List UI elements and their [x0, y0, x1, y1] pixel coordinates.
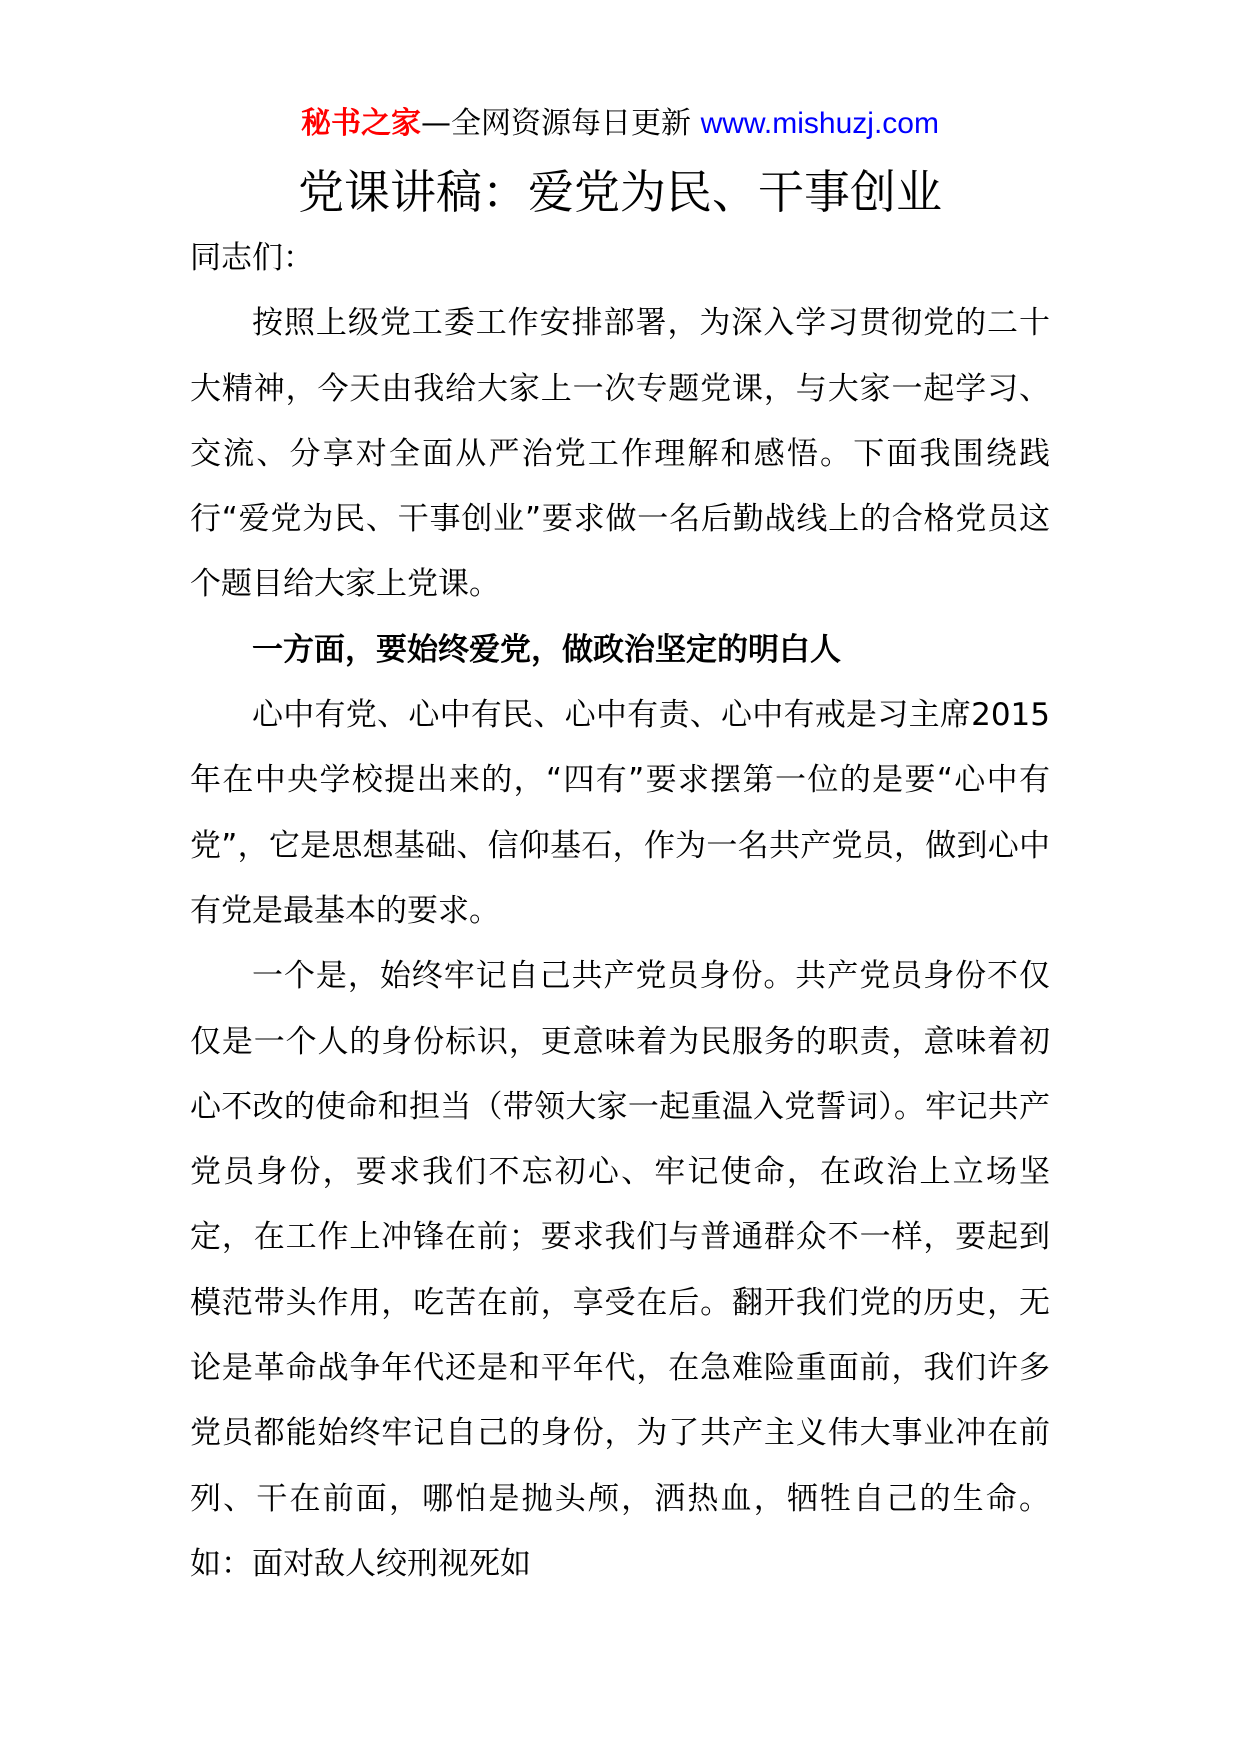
document-title: 党课讲稿：爱党为民、干事创业 [298, 165, 942, 219]
body-paragraph: 按照上级党工委工作安排部署，为深入学习贯彻党的二十大精神，今天由我给大家上一次专题党课，与大家一起学习、交流、分享对全面从严治党工作理解和感悟。下面我围绕践行“爱党为民、干事创业”要求做一名后勤战线上的合格党员这个题目给大家上党课。 [190, 305, 1050, 603]
section-heading: 一方面，要始终爱党，做政治坚定的明白人 [252, 631, 841, 668]
site-url-link[interactable]: www.mishuzj.com [700, 107, 939, 140]
banner-slogan: —全网资源每日更新 [421, 106, 701, 141]
greeting: 同志们： [190, 240, 314, 276]
brand-name: 秘书之家 [301, 106, 422, 141]
body-paragraph: 心中有党、心中有民、心中有责、心中有戒是习主席2015年在中央学校提出来的，“四有”要求摆第一位的是要“心中有党”，它是思想基础、信仰基石，作为一名共产党员，做到心中有党是最基本的要求。 [190, 697, 1050, 929]
document-body [190, 226, 1050, 1597]
body-paragraph: 一个是，始终牢记自己共产党员身份。共产党员身份不仅仅是一个人的身份标识，更意味着为民服务的职责，意味着初心不改的使命和担当（带领大家一起重温入党誓词）。牢记共产党员身份，要求我们不忘初心、牢记使命，在政治上立场坚定，在工作上冲锋在前；要求我们与普通群众不一样，要起到模范带头作用，吃苦在前，享受在后。翻开我们党的历史，无论是革命战争年代还是和平年代，在急难险重面前，我们许多党员都能始终牢记自己的身份，为了共产主义伟大事业冲在前列、干在前面，哪怕是抛头颅，洒热血，牺牲自己的生命。如：面对敌人绞刑视死如 [190, 958, 1050, 1582]
site-banner [0, 100, 1240, 148]
